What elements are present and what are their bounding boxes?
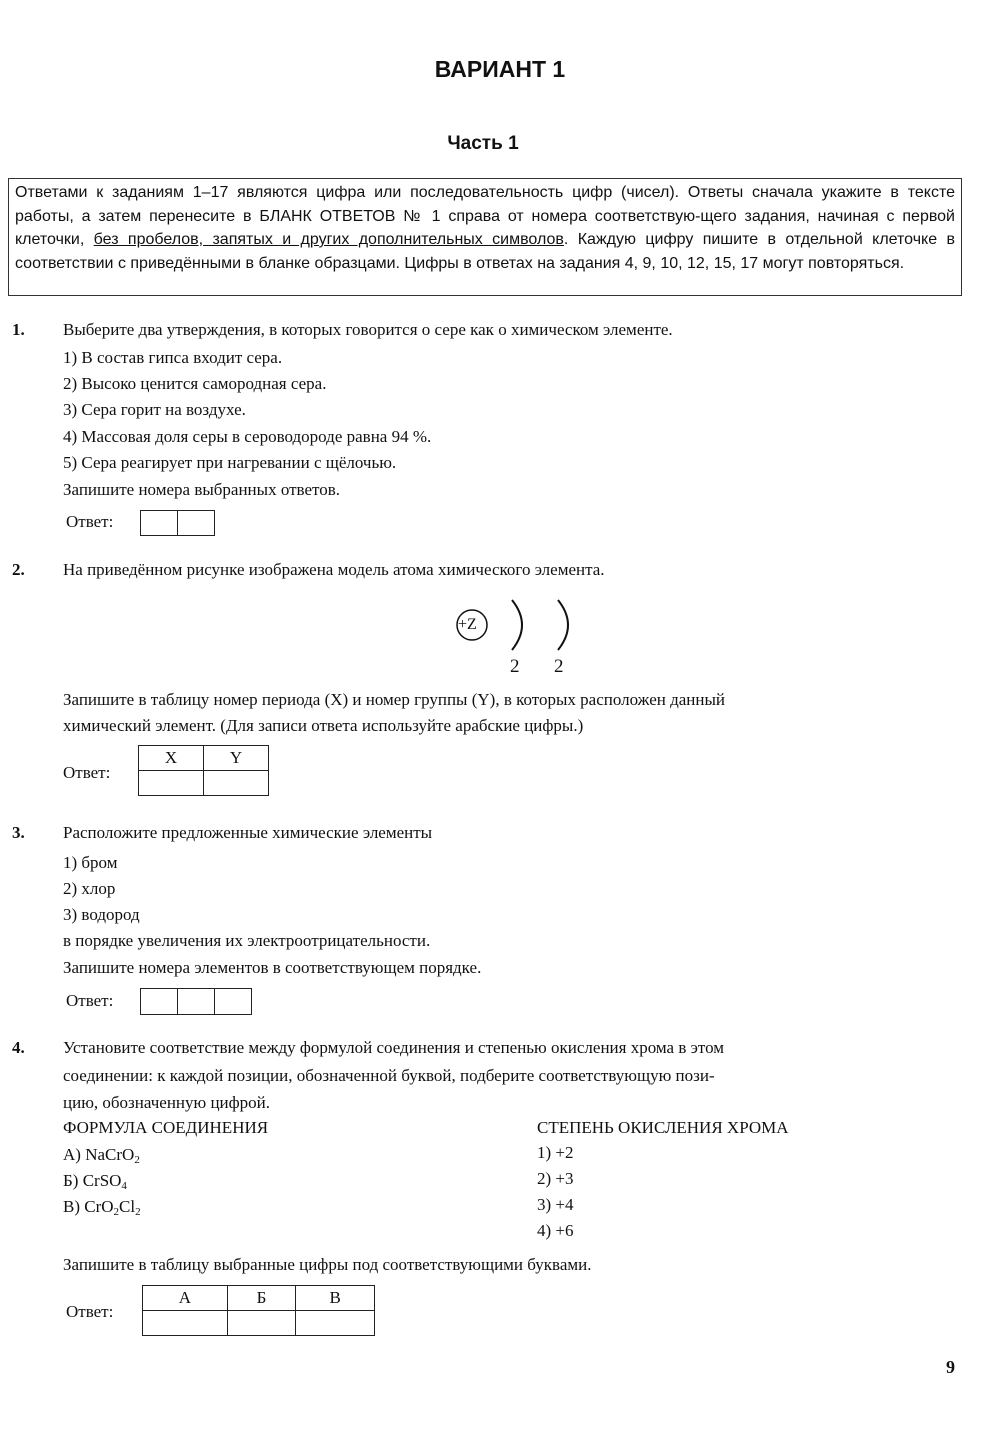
answer-label: Ответ:: [66, 512, 114, 531]
formula-c: В) $CrO_2Cl_2$: [63, 1197, 141, 1218]
electron-shell-1: [512, 600, 522, 650]
oxidation-state: 4) +6: [537, 1221, 574, 1240]
right-column-header: СТЕПЕНЬ ОКИСЛЕНИЯ ХРОМА: [537, 1118, 789, 1137]
oxidation-state: 2) +3: [537, 1169, 574, 1188]
q2-text: На приведённом рисунке изображена модель атома химического элемента.: [63, 560, 605, 579]
q3-number: 3.: [12, 823, 25, 842]
q4-text: соединении: к каждой позиции, обозначенной буквой, подберите соответствующую пози-: [63, 1066, 715, 1085]
q1-option: 1) В состав гипса входит сера.: [63, 348, 283, 367]
header-x: X: [139, 746, 204, 771]
q1-number: 1.: [12, 320, 25, 339]
electron-shell-2: [558, 600, 568, 650]
header-b: Б: [227, 1286, 296, 1311]
q1-option: 5) Сера реагирует при нагревании с щёлочью.: [63, 453, 397, 472]
instructions-box: [8, 178, 962, 296]
q3-after: в порядке увеличения их электроотрицательности.: [63, 931, 431, 950]
answer-label: Ответ:: [66, 991, 114, 1010]
header-v: В: [296, 1286, 375, 1311]
instructions-text: Ответами к заданиям 1–17 являются цифра или последовательность цифр (чисел). Ответы сначала укажите в тексте работы, а затем перенесите в БЛАНК ОТВЕТОВ № 1 справа от номера соответствую-щего задания, начиная с первой клеточки,: [15, 184, 955, 248]
oxidation-state: 3) +4: [537, 1195, 574, 1214]
q3-prompt: Запишите номера элементов в соответствующем порядке.: [63, 958, 482, 977]
answer-cell[interactable]: [143, 1311, 228, 1336]
header-a: А: [143, 1286, 228, 1311]
q4-answer-table[interactable]: [142, 1285, 375, 1336]
q1-option: 2) Высоко ценится самородная сера.: [63, 374, 327, 393]
formula-b: Б) CrSO$_4$: [63, 1171, 127, 1192]
header-y: Y: [204, 746, 269, 771]
q4-text: Установите соответствие между формулой соединения и степенью окисления хрома в этом: [63, 1038, 725, 1057]
q2-prompt: химический элемент. (Для записи ответа используйте арабские цифры.): [63, 716, 584, 735]
q4-prompt: Запишите в таблицу выбранные цифры под соответствующими буквами.: [63, 1255, 592, 1274]
q3-option: 3) водород: [63, 905, 140, 924]
part-heading: Часть 1: [447, 133, 519, 154]
q4-text: цию, обозначенную цифрой.: [63, 1093, 271, 1112]
q3-answer-cells[interactable]: [140, 988, 252, 1015]
left-column-header: ФОРМУЛА СОЕДИНЕНИЯ: [63, 1118, 269, 1137]
shell-electrons: 2: [554, 656, 564, 677]
page-number: 9: [946, 1357, 955, 1377]
oxidation-state: 1) +2: [537, 1143, 574, 1162]
nucleus-label: +Z: [458, 616, 477, 633]
instructions-text-end: . Каждую цифру пишите в отдельной клеточке в соответствии с приведёнными в бланке образцами. Цифры в ответах на задания 4, 9, 10, 12, 15, 17 могут повторяться.: [15, 231, 956, 272]
answer-cell[interactable]: [296, 1311, 375, 1336]
answer-label: Ответ:: [63, 763, 111, 782]
q2-answer-table[interactable]: [138, 745, 269, 796]
q3-option: 1) бром: [63, 853, 118, 872]
answer-cell[interactable]: [139, 771, 204, 796]
q2-prompt: Запишите в таблицу номер периода (X) и номер группы (Y), в которых расположен данный: [63, 690, 725, 709]
q3-option: 2) хлор: [63, 879, 116, 898]
q3-text: Расположите предложенные химические элементы: [63, 823, 433, 842]
q4-number: 4.: [12, 1038, 25, 1057]
answer-cell[interactable]: [227, 1311, 296, 1336]
q2-number: 2.: [12, 560, 25, 579]
q1-prompt: Запишите номера выбранных ответов.: [63, 480, 340, 499]
q1-option: 4) Массовая доля серы в сероводороде равна 94 %.: [63, 427, 432, 446]
answer-cell[interactable]: [204, 771, 269, 796]
q1-option: 3) Сера горит на воздухе.: [63, 400, 246, 419]
q1-text: Выберите два утверждения, в которых говорится о сере как о химическом элементе.: [63, 320, 673, 339]
q1-answer-cells[interactable]: [140, 510, 215, 536]
answer-label: Ответ:: [66, 1302, 114, 1321]
shell-electrons: 2: [510, 656, 520, 677]
formula-a: А) NaCrO$_2$: [63, 1145, 140, 1166]
page-title: ВАРИАНТ 1: [434, 56, 566, 82]
instructions-underlined: без пробелов, запятых и других дополнительных символов: [93, 231, 564, 248]
